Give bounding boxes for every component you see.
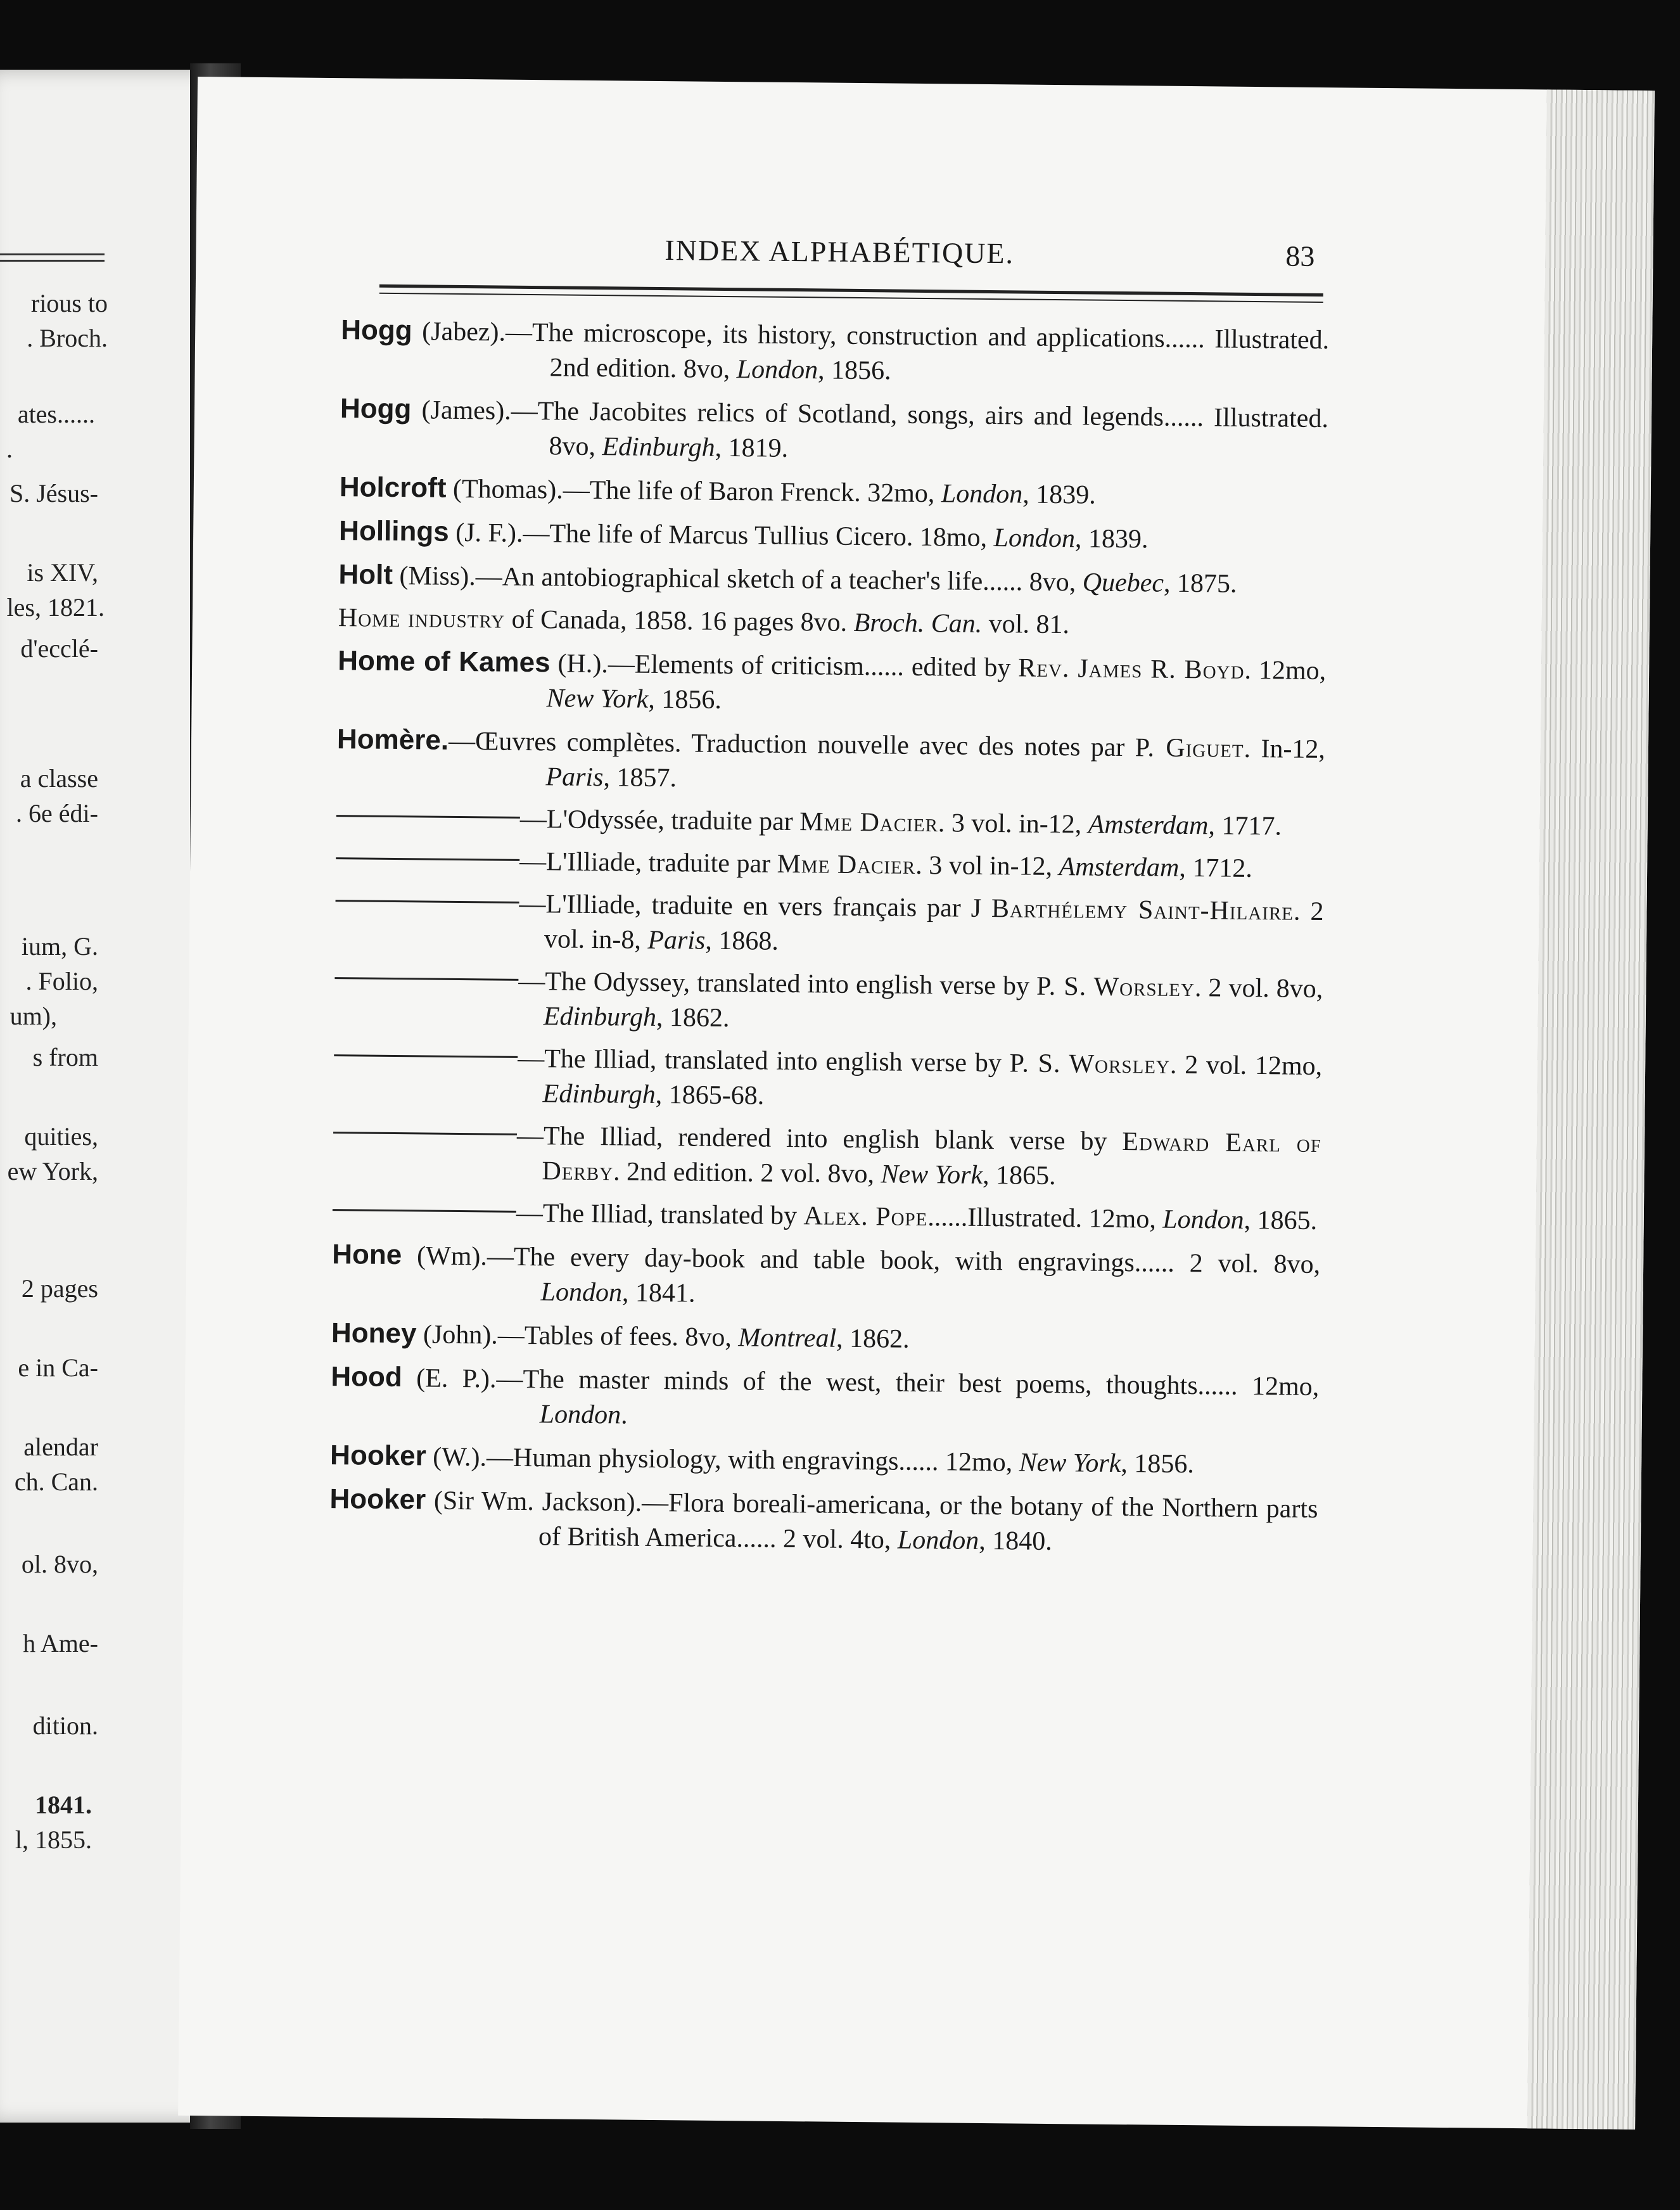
left-fragment: s from bbox=[32, 1043, 98, 1071]
index-entry: Honey (John).—Tables of fees. 8vo, Montreal, 1862. bbox=[331, 1317, 910, 1354]
left-fragment: e in Ca- bbox=[18, 1353, 98, 1382]
index-entry: —The Illiad, translated into english verse by P. S. Worsley. 2 vol. 12mo, Edinburgh, 1865-68. bbox=[333, 1040, 1322, 1119]
left-fragment: 1841. bbox=[35, 1791, 92, 1819]
index-entry: Holt (Miss).—An antobiographical sketch of a teacher's life...... 8vo, Quebec, 1875. bbox=[338, 559, 1237, 599]
page-title: INDEX ALPHABÉTIQUE. bbox=[665, 234, 1015, 270]
left-fragment: quities, bbox=[24, 1122, 98, 1151]
left-fragment: h Ame- bbox=[23, 1629, 98, 1658]
left-rule bbox=[0, 253, 105, 255]
index-entry: Hooker (W.).—Human physiology, with engravings...... 12mo, New York, 1856. bbox=[329, 1440, 1195, 1479]
left-fragment: 2 pages bbox=[21, 1274, 98, 1303]
left-rule bbox=[0, 260, 105, 262]
index-entry: Hollings (J. F.).—The life of Marcus Tullius Cicero. 18mo, London, 1839. bbox=[338, 515, 1149, 554]
left-fragment: les, 1821. bbox=[6, 593, 105, 622]
index-entry: —L'Illiade, traduite en vers français par J Barthélemy Saint-Hilaire. 2 vol. in-8, Paris, 1868. bbox=[335, 885, 1324, 964]
index-entry: Hogg (Jabez).—The microscope, its history, construction and applications...... Illustrated. 2nd edition. 8vo, London, 1856. bbox=[340, 314, 1330, 386]
right-page bbox=[178, 77, 1655, 2130]
page-number: 83 bbox=[1285, 240, 1315, 272]
left-fragment: ew York, bbox=[7, 1157, 98, 1185]
ditto-dash bbox=[336, 900, 519, 904]
index-entry: Home of Kames (H.).—Elements of criticism...... edited by Rev. James R. Boyd. 12mo, New York, 1856. bbox=[337, 645, 1327, 715]
left-fragment: . Folio, bbox=[25, 967, 98, 995]
ditto-dash bbox=[333, 1132, 517, 1135]
left-fragment: . bbox=[6, 435, 13, 463]
index-entry: —L'Illiade, traduite par Mme Dacier. 3 vol in-12, Amsterdam, 1712. bbox=[336, 843, 1324, 887]
left-fragment: ol. 8vo, bbox=[21, 1550, 98, 1578]
index-entry: Home industry of Canada, 1858. 16 pages 8vo. Broch. Can. vol. 81. bbox=[338, 603, 1070, 640]
index-entry: —L'Odyssée, traduite par Mme Dacier. 3 vol. in-12, Amsterdam, 1717. bbox=[336, 800, 1325, 845]
left-fragment: um), bbox=[10, 1002, 57, 1030]
left-fragment: rious to bbox=[30, 289, 108, 317]
ditto-dash bbox=[334, 1054, 518, 1058]
page-edges bbox=[1527, 89, 1655, 2129]
left-fragment: l, 1855. bbox=[15, 1825, 92, 1854]
running-header bbox=[196, 229, 1546, 286]
left-fragment: . 6e édi- bbox=[16, 799, 98, 827]
left-fragment: d'ecclé- bbox=[20, 634, 98, 663]
index-entries bbox=[329, 312, 1330, 1569]
index-entry: Holcroft (Thomas).—The life of Baron Frenck. 32mo, London, 1839. bbox=[339, 471, 1096, 510]
left-fragment: ch. Can. bbox=[14, 1467, 98, 1496]
left-fragment: ium, G. bbox=[21, 932, 98, 961]
index-entry: Homère.—Œuvres complètes. Traduction nouvelle avec des notes par P. Giguet. In-12, Paris, 1857. bbox=[336, 724, 1326, 793]
ditto-dash bbox=[333, 1209, 516, 1213]
index-entry: —The Illiad, rendered into english blank verse by Edward Earl of Derby. 2nd edition. 2 vol. 8vo, New York, 1865. bbox=[333, 1117, 1321, 1196]
left-fragment: is XIV, bbox=[27, 558, 98, 587]
index-entry: Hone (Wm).—The every day-book and table book, with engravings...... 2 vol. 8vo, London, 1841. bbox=[331, 1239, 1321, 1308]
index-entry: Hooker (Sir Wm. Jackson).—Flora boreali-americana, or the botany of the Northern parts of British America...... 2 vol. 4to, London, 1840. bbox=[329, 1483, 1318, 1557]
ditto-dash bbox=[336, 815, 520, 819]
left-fragment: . Broch. bbox=[27, 324, 108, 352]
index-entry: —The Illiad, translated by Alex. Pope......Illustrated. 12mo, London, 1865. bbox=[333, 1194, 1321, 1239]
left-fragment: dition. bbox=[32, 1711, 98, 1740]
index-entry: —The Odyssey, translated into english verse by P. S. Worsley. 2 vol. 8vo, Edinburgh, 1862. bbox=[334, 962, 1323, 1042]
ditto-dash bbox=[334, 977, 518, 981]
index-entry: Hogg (James).—The Jacobites relics of Scotland, songs, airs and legends...... Illustrated. 8vo, Edinburgh, 1819. bbox=[340, 393, 1329, 463]
ditto-dash bbox=[336, 857, 519, 861]
left-fragment: S. Jésus- bbox=[9, 479, 98, 508]
left-fragment: alendar bbox=[23, 1433, 98, 1461]
left-fragment: ates...... bbox=[17, 400, 95, 428]
left-fragment: a classe bbox=[20, 764, 98, 793]
index-entry: Hood (E. P.).—The master minds of the west, their best poems, thoughts...... 12mo, London. bbox=[331, 1361, 1320, 1430]
